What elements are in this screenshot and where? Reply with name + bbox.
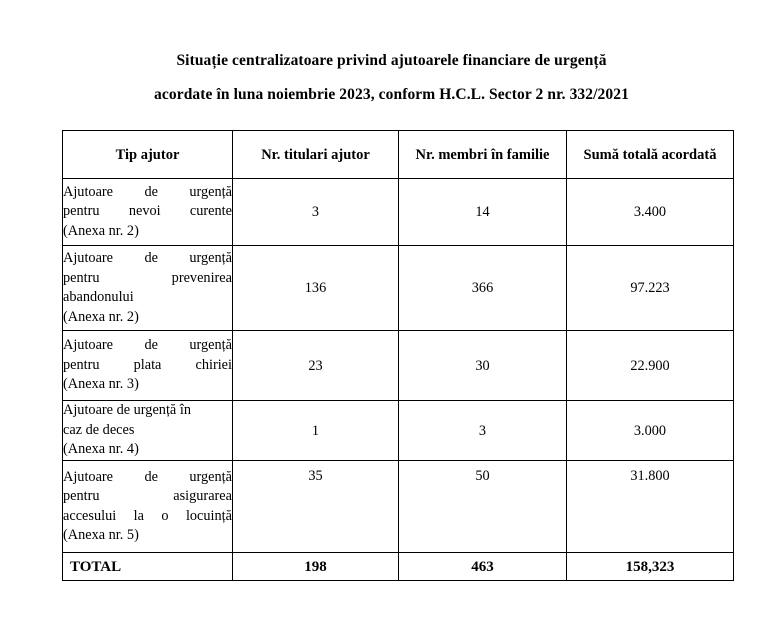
cell-nr-membri: 3 bbox=[399, 401, 567, 461]
type-line: caz de deces bbox=[63, 421, 135, 438]
type-line: Ajutoare de urgență bbox=[63, 337, 232, 354]
table-row bbox=[63, 179, 734, 246]
type-line: Ajutoare de urgență bbox=[63, 183, 232, 200]
cell-nr-titulari: 1 bbox=[233, 401, 399, 461]
cell-suma-totala: 97.223 bbox=[567, 246, 734, 331]
type-line: (Anexa nr. 2) bbox=[63, 308, 139, 325]
cell-suma-totala: 3.000 bbox=[567, 401, 734, 461]
cell-nr-titulari: 3 bbox=[233, 179, 399, 246]
cell-tip-ajutor bbox=[63, 246, 233, 331]
column-header-suma-totala: Sumă totală acordată bbox=[567, 131, 734, 179]
cell-suma-totala: 31.800 bbox=[567, 461, 734, 553]
type-line: (Anexa nr. 2) bbox=[63, 222, 139, 239]
cell-nr-membri: 366 bbox=[399, 246, 567, 331]
table-header-row bbox=[63, 131, 734, 179]
column-header-nr-membri: Nr. membri în familie bbox=[399, 131, 567, 179]
type-line: accesului la o locuință bbox=[63, 507, 232, 524]
table-row bbox=[63, 246, 734, 331]
aid-summary-table-container bbox=[62, 130, 733, 581]
type-line: abandonului bbox=[63, 289, 134, 305]
cell-total-nr-titulari: 198 bbox=[233, 553, 399, 581]
cell-suma-totala: 3.400 bbox=[567, 179, 734, 246]
type-line: (Anexa nr. 3) bbox=[63, 376, 139, 393]
table-body bbox=[63, 179, 734, 581]
cell-tip-ajutor bbox=[63, 461, 233, 553]
cell-nr-titulari: 23 bbox=[233, 331, 399, 401]
cell-tip-ajutor bbox=[63, 331, 233, 401]
title-line-2: acordate în luna noiembrie 2023, conform H.C.L. Sector 2 nr. 332/2021 bbox=[154, 86, 629, 103]
type-line: pentru plata chiriei bbox=[63, 356, 232, 373]
type-line: pentru asigurarea bbox=[63, 488, 232, 504]
type-line: Ajutoare de urgență în bbox=[63, 402, 191, 419]
page-title bbox=[0, 44, 783, 112]
cell-total-nr-membri: 463 bbox=[399, 553, 567, 581]
cell-tip-ajutor bbox=[63, 401, 233, 461]
column-header-tip-ajutor: Tip ajutor bbox=[63, 131, 233, 179]
table-row bbox=[63, 331, 734, 401]
table-header bbox=[63, 131, 734, 179]
type-line: (Anexa nr. 5) bbox=[63, 527, 139, 543]
type-line: Ajutoare de urgență bbox=[63, 468, 232, 485]
cell-total-suma: 158,323 bbox=[567, 553, 734, 581]
cell-nr-titulari: 136 bbox=[233, 246, 399, 331]
cell-total-label: TOTAL bbox=[63, 553, 233, 581]
cell-nr-membri: 30 bbox=[399, 331, 567, 401]
cell-nr-membri: 14 bbox=[399, 179, 567, 246]
type-line: Ajutoare de urgență bbox=[63, 250, 232, 266]
cell-suma-totala: 22.900 bbox=[567, 331, 734, 401]
cell-nr-membri: 50 bbox=[399, 461, 567, 553]
table-row bbox=[63, 401, 734, 461]
cell-nr-titulari: 35 bbox=[233, 461, 399, 553]
column-header-nr-titulari: Nr. titulari ajutor bbox=[233, 131, 399, 179]
type-line: pentru nevoi curente bbox=[63, 203, 232, 220]
type-line: (Anexa nr. 4) bbox=[63, 441, 139, 458]
cell-tip-ajutor bbox=[63, 179, 233, 246]
title-line-1: Situație centralizatoare privind ajutoarele financiare de urgență bbox=[176, 52, 607, 69]
table-row bbox=[63, 461, 734, 553]
table-total-row bbox=[63, 553, 734, 581]
type-line: pentru prevenirea bbox=[63, 269, 232, 286]
aid-summary-table bbox=[62, 130, 734, 581]
